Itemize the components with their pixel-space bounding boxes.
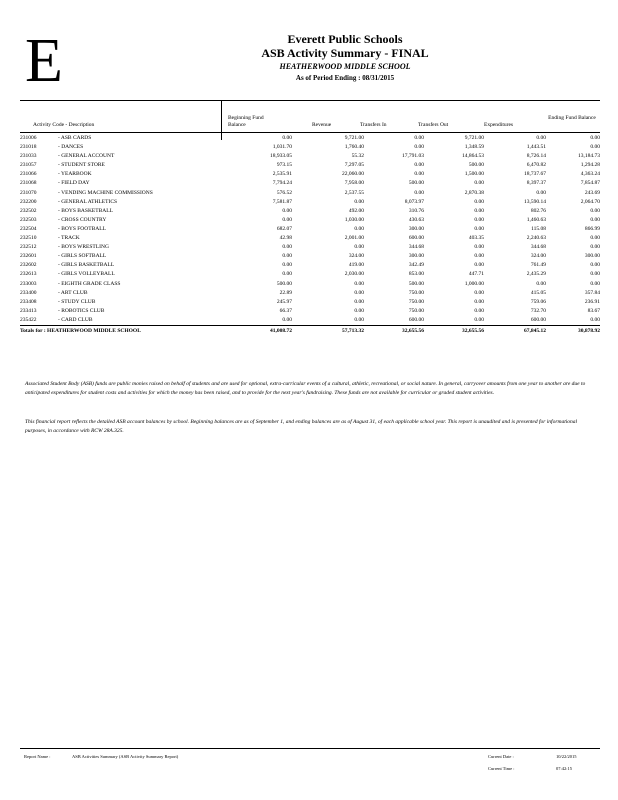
transfers-in: 310.76 — [408, 207, 424, 214]
activity-rows — [20, 134, 600, 325]
col-transfers-in: Transfers In — [360, 122, 387, 128]
ending-balance: 0.00 — [590, 235, 600, 242]
expenditures: 324.00 — [530, 253, 546, 260]
table-row — [20, 170, 600, 179]
transfers-out: 0.00 — [474, 316, 484, 323]
ending-balance: 0.00 — [590, 316, 600, 323]
activity-description: - STUDENT STORE — [58, 162, 105, 169]
transfers-in: 600.00 — [408, 316, 424, 323]
transfers-out: 0.00 — [474, 216, 484, 223]
footer-time-value: 07:42:15 — [556, 766, 573, 771]
activity-description: - GIRLS VOLLEYBALL — [58, 271, 115, 278]
activity-code: 231070 — [20, 189, 37, 196]
revenue: 0.00 — [354, 289, 364, 296]
table-row — [20, 225, 600, 234]
ending-balance: 0.00 — [590, 135, 600, 141]
activity-description: - TRACK — [58, 235, 80, 242]
activity-code: 231006 — [20, 135, 37, 141]
activity-description: - STUDY CLUB — [58, 298, 96, 305]
expenditures: 2,240.63 — [526, 235, 546, 242]
beginning-balance: 0.00 — [282, 244, 292, 251]
activity-code: 235422 — [20, 316, 37, 323]
table-row — [20, 161, 600, 170]
transfers-out: 0.00 — [474, 207, 484, 214]
activity-description: - GENERAL ACCOUNT — [58, 153, 115, 160]
expenditures: 759.06 — [530, 298, 546, 305]
expenditures: 0.00 — [536, 189, 546, 196]
beginning-balance: 576.52 — [276, 189, 292, 196]
note-report-basis: This financial report reflects the detailed ASB account balances by school. Beginning balances are as of September 1, and ending balances are as of August 31, of each applicable school year. This report is unaudited and is presented for informational purposes, in accordance with RCW 28A.325. — [25, 419, 578, 434]
ending-balance: 243.69 — [584, 189, 600, 196]
col-beginning: Beginning Fund Balance — [228, 115, 264, 128]
district-logo-letter: E — [25, 27, 63, 95]
beginning-balance: 7,794.24 — [272, 180, 292, 187]
revenue: 7,297.05 — [344, 162, 364, 169]
activity-code: 232512 — [20, 244, 37, 251]
activity-description: - ART CLUB — [58, 289, 88, 296]
expenditures: 802.76 — [530, 207, 546, 214]
transfers-out: 0.00 — [474, 298, 484, 305]
ending-balance: 0.00 — [590, 280, 600, 287]
activity-code: 232601 — [20, 253, 37, 260]
activity-code: 233408 — [20, 298, 37, 305]
table-row — [20, 216, 600, 225]
beginning-balance: 1,031.70 — [272, 144, 292, 151]
transfers-out: 0.00 — [474, 289, 484, 296]
table-row — [20, 270, 600, 279]
table-row — [20, 143, 600, 152]
revenue: 0.00 — [354, 316, 364, 323]
transfers-in: 750.00 — [408, 298, 424, 305]
activity-code: 231033 — [20, 153, 37, 160]
ending-balance: 0.00 — [590, 271, 600, 278]
expenditures: 344.68 — [530, 244, 546, 251]
expenditures: 732.70 — [530, 307, 546, 314]
revenue: 0.00 — [354, 280, 364, 287]
ending-balance: 1,294.28 — [580, 162, 600, 169]
transfers-out: 0.00 — [474, 225, 484, 232]
col-transfers-out: Transfers Out — [418, 122, 449, 128]
transfers-in: 300.00 — [408, 225, 424, 232]
transfers-in: 17,791.03 — [402, 153, 424, 160]
transfers-out: 1,348.59 — [464, 144, 484, 151]
expenditures: 8,726.14 — [526, 153, 546, 160]
ending-balance: 83.67 — [587, 307, 600, 314]
activity-code: 233003 — [20, 280, 37, 287]
table-row — [20, 134, 600, 143]
expenditures: 0.00 — [536, 135, 546, 141]
activity-description: - YEARBOOK — [58, 171, 92, 178]
beginning-balance: 18,933.05 — [270, 153, 292, 160]
activity-code: 231066 — [20, 171, 37, 178]
ending-balance: 0.00 — [590, 262, 600, 269]
transfers-out: 0.00 — [474, 198, 484, 205]
beginning-balance: 0.00 — [282, 262, 292, 269]
transfers-in: 342.49 — [408, 262, 424, 269]
revenue: 324.00 — [348, 253, 364, 260]
col-expenditures: Expenditures — [484, 122, 514, 128]
footer-report-name: ASB Activities Summary (ASB Activity Summary Report) — [72, 754, 179, 759]
transfers-in: 853.00 — [408, 271, 424, 278]
revenue: 9,721.00 — [344, 135, 364, 141]
activity-description: - CROSS COUNTRY — [58, 216, 107, 223]
activity-description: - EIGHTH GRADE CLASS — [58, 280, 121, 287]
expenditures: 1,460.63 — [526, 216, 546, 223]
beginning-balance: 682.07 — [276, 225, 292, 232]
beginning-balance: 0.00 — [282, 207, 292, 214]
transfers-in: 430.63 — [408, 216, 424, 223]
org-name: Everett Public Schools — [287, 32, 403, 46]
beginning-balance: 66.37 — [279, 307, 292, 314]
table-row — [20, 316, 600, 326]
beginning-balance: 42.98 — [279, 235, 292, 242]
header-rule-top — [20, 100, 600, 101]
transfers-out: 403.35 — [468, 235, 484, 242]
revenue: 492.00 — [348, 207, 364, 214]
totals-revenue: 57,713.32 — [292, 325, 364, 336]
col-activity: Activity Code - Description — [33, 122, 95, 128]
table-row — [20, 152, 600, 161]
expenditures: 13,590.14 — [524, 198, 546, 205]
beginning-balance: 0.00 — [282, 216, 292, 223]
revenue: 0.00 — [354, 198, 364, 205]
beginning-balance: 0.00 — [282, 271, 292, 278]
ending-balance: 300.00 — [584, 253, 600, 260]
expenditures: 0.00 — [536, 280, 546, 287]
transfers-out: 0.00 — [474, 244, 484, 251]
ending-balance: 236.91 — [584, 298, 600, 305]
activity-code: 232502 — [20, 207, 37, 214]
table-row — [20, 280, 600, 289]
ending-balance: 7,854.87 — [580, 180, 600, 187]
activity-code: 232200 — [20, 198, 37, 205]
totals-expenditures: 67,845.12 — [484, 325, 546, 336]
activity-code: 232613 — [20, 271, 37, 278]
transfers-in: 0.00 — [414, 135, 424, 141]
totals-ending: 30,878.92 — [546, 325, 600, 336]
activity-description: - VENDING MACHINE COMMISSIONS — [58, 189, 153, 196]
activity-table — [20, 134, 600, 336]
expenditures: 600.00 — [530, 316, 546, 323]
beginning-balance: 0.00 — [282, 253, 292, 260]
table-row — [20, 207, 600, 216]
activity-code: 231057 — [20, 162, 37, 169]
expenditures: 6,470.82 — [526, 162, 546, 169]
transfers-out: 1,000.00 — [464, 280, 484, 287]
beginning-balance: 2,535.91 — [272, 171, 292, 178]
school-name: HEATHERWOOD MIDDLE SCHOOL — [279, 62, 411, 71]
activity-code: 232602 — [20, 262, 37, 269]
revenue: 0.00 — [354, 298, 364, 305]
transfers-out: 500.00 — [468, 162, 484, 169]
beginning-balance: 245.97 — [276, 298, 292, 305]
beginning-balance: 22.89 — [279, 289, 292, 296]
transfers-out: 9,721.00 — [464, 135, 484, 141]
activity-code: 233413 — [20, 307, 37, 314]
transfers-in: 0.00 — [414, 189, 424, 196]
footer-date-value: 10/22/2015 — [556, 754, 577, 759]
footer-date-label: Current Date : — [488, 754, 514, 759]
expenditures: 2,435.29 — [526, 271, 546, 278]
table-row — [20, 179, 600, 188]
beginning-balance: 500.00 — [276, 280, 292, 287]
revenue: 1,760.40 — [344, 144, 364, 151]
transfers-out: 0.00 — [474, 307, 484, 314]
expenditures: 18,737.67 — [524, 171, 546, 178]
table-row — [20, 243, 600, 252]
ending-balance: 0.00 — [590, 207, 600, 214]
revenue: 419.00 — [348, 262, 364, 269]
transfers-in: 0.00 — [414, 144, 424, 151]
transfers-in: 500.00 — [408, 180, 424, 187]
activity-code: 232504 — [20, 225, 37, 232]
footer-rule — [20, 748, 600, 749]
expenditures: 8,397.37 — [526, 180, 546, 187]
totals-row — [20, 325, 600, 336]
activity-code: 233400 — [20, 289, 37, 296]
transfers-out: 1,500.00 — [464, 171, 484, 178]
expenditures: 115.08 — [531, 225, 546, 232]
beginning-balance: 7,581.87 — [272, 198, 292, 205]
transfers-in: 300.00 — [408, 253, 424, 260]
beginning-balance: 0.00 — [282, 135, 292, 141]
activity-code: 232510 — [20, 235, 37, 242]
transfers-in: 600.00 — [408, 235, 424, 242]
totals-label: Totals for : HEATHERWOOD MIDDLE SCHOOL — [20, 325, 224, 336]
transfers-in: 344.68 — [408, 244, 424, 251]
transfers-in: 8,073.97 — [404, 198, 424, 205]
table-row — [20, 189, 600, 198]
transfers-out: 0.00 — [474, 262, 484, 269]
col-revenue: Revenue — [312, 122, 332, 128]
revenue: 0.00 — [354, 244, 364, 251]
table-row — [20, 261, 600, 270]
ending-balance: 13,184.73 — [578, 153, 600, 160]
transfers-in: 750.00 — [408, 289, 424, 296]
activity-description: - GIRLS SOFTBALL — [58, 253, 107, 260]
activity-code: 231018 — [20, 144, 37, 151]
ending-balance: 4,363.24 — [580, 171, 600, 178]
transfers-out: 14,864.53 — [462, 153, 484, 160]
transfers-in: 0.00 — [414, 162, 424, 169]
revenue: 55.32 — [351, 153, 364, 160]
revenue: 7,958.00 — [344, 180, 364, 187]
transfers-out: 2,870.38 — [464, 189, 484, 196]
table-row — [20, 234, 600, 243]
totals-transfers-out: 32,655.56 — [424, 325, 484, 336]
activity-description: - GIRLS BASKETBALL — [58, 262, 115, 269]
transfers-in: 0.00 — [414, 171, 424, 178]
table-row — [20, 252, 600, 261]
totals-transfers-in: 32,655.56 — [364, 325, 424, 336]
beginning-balance: 0.00 — [282, 316, 292, 323]
revenue: 2,001.00 — [344, 235, 364, 242]
footer-time-label: Current Time : — [488, 766, 515, 771]
note-asb-definition: Associated Student Body (ASB) funds are public monies raised on behalf of students and are used for optional, extra-curricular events of a cultural, athletic, recreational, or social nature. In general, carryover amounts from one year to another are due to anticipated expenditures for student costs and activities for which the money has been raised, and to provide for the next year's fundraising. These funds are not available for curricular or graded student activities. — [25, 381, 586, 396]
transfers-out: 447.71 — [468, 271, 484, 278]
ending-balance: 357.84 — [584, 289, 600, 296]
revenue: 2,030.00 — [344, 271, 364, 278]
activity-code: 232503 — [20, 216, 37, 223]
activity-description: - GENERAL ATHLETICS — [58, 198, 118, 205]
revenue: 1,030.00 — [344, 216, 364, 223]
beginning-balance: 973.15 — [276, 162, 292, 169]
transfers-in: 500.00 — [408, 280, 424, 287]
expenditures: 761.49 — [530, 262, 546, 269]
revenue: 0.00 — [354, 225, 364, 232]
transfers-out: 0.00 — [474, 253, 484, 260]
activity-description: - BOYS WRESTLING — [58, 244, 109, 251]
expenditures: 1,443.51 — [526, 144, 546, 151]
ending-balance: 2,064.70 — [580, 198, 600, 205]
ending-balance: 0.00 — [590, 244, 600, 251]
report-title: ASB Activity Summary - FINAL — [261, 46, 429, 60]
col-ending: Ending Fund Balance — [548, 115, 596, 121]
activity-code: 231068 — [20, 180, 37, 187]
activity-description: - FIELD DAY — [58, 180, 90, 187]
transfers-in: 750.00 — [408, 307, 424, 314]
ending-balance: 866.99 — [584, 225, 600, 232]
table-row — [20, 289, 600, 298]
transfers-out: 0.00 — [474, 180, 484, 187]
table-row — [20, 298, 600, 307]
activity-description: - ASB CARDS — [58, 135, 92, 141]
period-ending: As of Period Ending : 08/31/2015 — [295, 74, 395, 82]
revenue: 22,060.00 — [342, 171, 364, 178]
expenditures: 415.05 — [530, 289, 546, 296]
activity-description: - ROBOTICS CLUB — [58, 307, 105, 314]
header-rule-bottom — [20, 132, 600, 133]
activity-description: - BOYS FOOTBALL — [58, 225, 106, 232]
footer-report-label: Report Name : — [24, 754, 51, 759]
revenue: 2,537.55 — [344, 189, 364, 196]
ending-balance: 0.00 — [590, 216, 600, 223]
activity-description: - DANCES — [58, 144, 84, 151]
table-row — [20, 198, 600, 207]
totals-beginning: 41,008.72 — [224, 325, 292, 336]
activity-description: - CARD CLUB — [58, 316, 93, 323]
table-row — [20, 307, 600, 316]
activity-description: - BOYS BASKETBALL — [58, 207, 114, 214]
revenue: 0.00 — [354, 307, 364, 314]
ending-balance: 0.00 — [590, 144, 600, 151]
